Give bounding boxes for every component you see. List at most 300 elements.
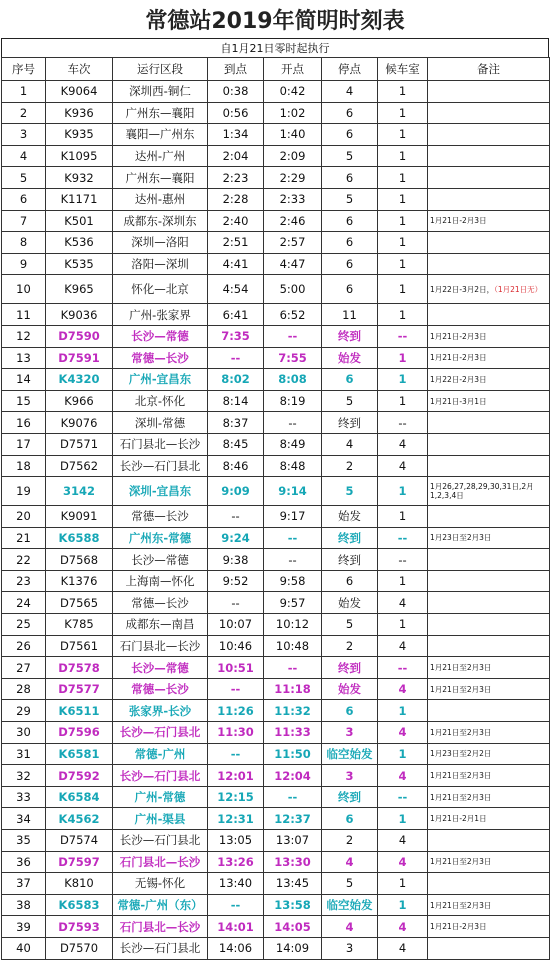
departure-time: -- (264, 325, 322, 347)
train-number: K1171 (46, 188, 113, 210)
departure-time: 6:52 (264, 304, 322, 326)
row-number: 5 (2, 167, 46, 189)
table-row (2, 851, 550, 873)
row-number: 38 (2, 894, 46, 916)
table-row (2, 678, 550, 700)
stop-duration: 2 (322, 455, 378, 477)
train-number: K4320 (46, 369, 113, 391)
waiting-room: 1 (378, 808, 428, 830)
waiting-room: 1 (378, 188, 428, 210)
waiting-room: 4 (378, 765, 428, 787)
train-number: 3142 (46, 477, 113, 506)
table-row (2, 369, 550, 391)
waiting-room: 1 (378, 167, 428, 189)
remark (428, 325, 550, 347)
route: 张家界-长沙 (113, 700, 208, 722)
arrival-time: 8:45 (208, 433, 264, 455)
remark (428, 477, 550, 506)
arrival-time: 14:06 (208, 937, 264, 959)
remark (428, 916, 550, 938)
remark (428, 124, 550, 146)
table-row (2, 253, 550, 275)
departure-time: 14:09 (264, 937, 322, 959)
row-number: 19 (2, 477, 46, 506)
train-number: D7574 (46, 830, 113, 852)
header-depart: 开点 (264, 58, 322, 81)
table-row (2, 210, 550, 232)
waiting-room: 1 (378, 102, 428, 124)
route: 长沙—石门县北 (113, 937, 208, 959)
remark (428, 743, 550, 765)
departure-time: 12:04 (264, 765, 322, 787)
table-row (2, 506, 550, 528)
table-row (2, 325, 550, 347)
waiting-room: 1 (378, 304, 428, 326)
waiting-room: 1 (378, 614, 428, 636)
remark (428, 873, 550, 895)
stop-duration: 6 (322, 808, 378, 830)
header-waiting-room: 候车室 (378, 58, 428, 81)
route: 长沙—石门县北 (113, 765, 208, 787)
table-row (2, 743, 550, 765)
remark (428, 210, 550, 232)
route: 广州-常德 (113, 786, 208, 808)
departure-time: 2:33 (264, 188, 322, 210)
stop-duration: 2 (322, 830, 378, 852)
remark (428, 657, 550, 679)
arrival-time: 8:14 (208, 390, 264, 412)
waiting-room: 4 (378, 433, 428, 455)
train-number: D7592 (46, 765, 113, 787)
waiting-room: 4 (378, 722, 428, 744)
departure-time: 8:48 (264, 455, 322, 477)
departure-time: 10:12 (264, 614, 322, 636)
table-row (2, 700, 550, 722)
waiting-room: -- (378, 325, 428, 347)
table-row (2, 592, 550, 614)
arrival-time: 2:28 (208, 188, 264, 210)
remark-text: 1月21日-2月3日 (430, 331, 487, 341)
stop-duration: 6 (322, 570, 378, 592)
table-row (2, 102, 550, 124)
table-row (2, 81, 550, 103)
departure-time: 9:14 (264, 477, 322, 506)
remark-text: 1月23日至2月3日 (430, 533, 492, 543)
departure-time: 13:30 (264, 851, 322, 873)
train-number: K936 (46, 102, 113, 124)
train-number: D7590 (46, 325, 113, 347)
row-number: 1 (2, 81, 46, 103)
waiting-room: 4 (378, 678, 428, 700)
arrival-time: 2:51 (208, 232, 264, 254)
route: 广州-张家界 (113, 304, 208, 326)
route: 石门县北—长沙 (113, 433, 208, 455)
route: 深圳西-铜仁 (113, 81, 208, 103)
stop-duration: 始发 (322, 678, 378, 700)
remark-text: 1月21日-2月1日 (430, 814, 487, 824)
remark (428, 412, 550, 434)
departure-time: 11:32 (264, 700, 322, 722)
remark (428, 722, 550, 744)
departure-time: 9:57 (264, 592, 322, 614)
row-number: 7 (2, 210, 46, 232)
remark (428, 506, 550, 528)
departure-time: 9:17 (264, 506, 322, 528)
timetable-sheet (1, 0, 549, 960)
remark (428, 102, 550, 124)
row-number: 15 (2, 390, 46, 412)
route: 无锡-怀化 (113, 873, 208, 895)
row-number: 10 (2, 275, 46, 304)
header-train: 车次 (46, 58, 113, 81)
table-row (2, 188, 550, 210)
waiting-room: 1 (378, 347, 428, 369)
table-row (2, 916, 550, 938)
waiting-room: 1 (378, 506, 428, 528)
stop-duration: 6 (322, 275, 378, 304)
row-number: 11 (2, 304, 46, 326)
route: 达州-惠州 (113, 188, 208, 210)
arrival-time: 0:38 (208, 81, 264, 103)
waiting-room: 1 (378, 81, 428, 103)
waiting-room: 1 (378, 700, 428, 722)
route: 广州-宜昌东 (113, 369, 208, 391)
stop-duration: 4 (322, 433, 378, 455)
stop-duration: 终到 (322, 657, 378, 679)
train-number: K9076 (46, 412, 113, 434)
departure-time: 10:48 (264, 635, 322, 657)
train-number: D7597 (46, 851, 113, 873)
row-number: 36 (2, 851, 46, 873)
stop-duration: 6 (322, 167, 378, 189)
departure-time: 11:50 (264, 743, 322, 765)
row-number: 23 (2, 570, 46, 592)
stop-duration: 5 (322, 873, 378, 895)
train-number: K6511 (46, 700, 113, 722)
train-number: K6583 (46, 894, 113, 916)
waiting-room: 1 (378, 873, 428, 895)
row-number: 22 (2, 549, 46, 571)
route: 常德—长沙 (113, 347, 208, 369)
stop-duration: 终到 (322, 549, 378, 571)
route: 成都东-深圳东 (113, 210, 208, 232)
stop-duration: 始发 (322, 506, 378, 528)
train-number: K935 (46, 124, 113, 146)
route: 广州-渠县 (113, 808, 208, 830)
remark-exception: （1月21日无） (494, 284, 543, 294)
arrival-time: -- (208, 743, 264, 765)
departure-time: 7:55 (264, 347, 322, 369)
stop-duration: 5 (322, 614, 378, 636)
stop-duration: 4 (322, 81, 378, 103)
row-number: 17 (2, 433, 46, 455)
stop-duration: 5 (322, 390, 378, 412)
row-number: 20 (2, 506, 46, 528)
remark (428, 167, 550, 189)
route: 深圳-常德 (113, 412, 208, 434)
departure-time: 2:46 (264, 210, 322, 232)
stop-duration: 6 (322, 124, 378, 146)
route: 深圳—洛阳 (113, 232, 208, 254)
table-row (2, 635, 550, 657)
waiting-room: 4 (378, 455, 428, 477)
row-number: 39 (2, 916, 46, 938)
remark (428, 830, 550, 852)
remark (428, 570, 550, 592)
departure-time: 2:29 (264, 167, 322, 189)
departure-time: 0:42 (264, 81, 322, 103)
train-number: D7591 (46, 347, 113, 369)
stop-duration: 5 (322, 477, 378, 506)
remark-text: 1月21日至2月3日 (430, 857, 492, 867)
waiting-room: 1 (378, 570, 428, 592)
remark (428, 894, 550, 916)
waiting-room: 4 (378, 635, 428, 657)
remark-text: 1月21日至2月3日 (430, 900, 492, 910)
row-number: 29 (2, 700, 46, 722)
remark (428, 81, 550, 103)
header-route: 运行区段 (113, 58, 208, 81)
stop-duration: 6 (322, 232, 378, 254)
route: 长沙—石门县北 (113, 830, 208, 852)
remark (428, 808, 550, 830)
remark (428, 390, 550, 412)
row-number: 32 (2, 765, 46, 787)
train-number: D7596 (46, 722, 113, 744)
waiting-room: 1 (378, 232, 428, 254)
remark-text: 1月21日至2月3日 (430, 771, 492, 781)
timetable-body (2, 81, 550, 960)
remark (428, 549, 550, 571)
arrival-time: 14:01 (208, 916, 264, 938)
departure-time: -- (264, 657, 322, 679)
departure-time: 14:05 (264, 916, 322, 938)
train-number: K501 (46, 210, 113, 232)
header-row (2, 58, 550, 81)
route: 深圳-宜昌东 (113, 477, 208, 506)
departure-time: 1:40 (264, 124, 322, 146)
arrival-time: 6:41 (208, 304, 264, 326)
remark (428, 275, 550, 304)
table-row (2, 894, 550, 916)
remark (428, 592, 550, 614)
remark (428, 765, 550, 787)
route: 达州-广州 (113, 145, 208, 167)
table-row (2, 786, 550, 808)
departure-time: 1:02 (264, 102, 322, 124)
row-number: 33 (2, 786, 46, 808)
train-number: K965 (46, 275, 113, 304)
table-row (2, 808, 550, 830)
table-row (2, 275, 550, 304)
table-row (2, 232, 550, 254)
row-number: 27 (2, 657, 46, 679)
arrival-time: 7:35 (208, 325, 264, 347)
arrival-time: 9:52 (208, 570, 264, 592)
remark (428, 145, 550, 167)
arrival-time: 8:37 (208, 412, 264, 434)
remark (428, 433, 550, 455)
arrival-time: 11:30 (208, 722, 264, 744)
stop-duration: 5 (322, 145, 378, 167)
stop-duration: 终到 (322, 325, 378, 347)
route: 常德—长沙 (113, 678, 208, 700)
route: 洛阳—深圳 (113, 253, 208, 275)
remark (428, 347, 550, 369)
arrival-time: 9:09 (208, 477, 264, 506)
remark-text: 1月21日-3月1日 (430, 396, 487, 406)
train-number: K536 (46, 232, 113, 254)
remark (428, 369, 550, 391)
waiting-room: 1 (378, 145, 428, 167)
stop-duration: 3 (322, 722, 378, 744)
row-number: 25 (2, 614, 46, 636)
remark-text: 1月26,27,28,29,30,31日,2月1,2,3,4日 (430, 482, 534, 501)
arrival-time: 9:38 (208, 549, 264, 571)
route: 长沙—石门县北 (113, 455, 208, 477)
waiting-room: 4 (378, 937, 428, 959)
route: 石门县北—长沙 (113, 635, 208, 657)
route: 广州东-常德 (113, 527, 208, 549)
departure-time: 4:47 (264, 253, 322, 275)
table-row (2, 937, 550, 959)
route: 石门县北—长沙 (113, 851, 208, 873)
arrival-time: 2:40 (208, 210, 264, 232)
waiting-room: 1 (378, 369, 428, 391)
stop-duration: 终到 (322, 527, 378, 549)
remark (428, 700, 550, 722)
departure-time: 11:33 (264, 722, 322, 744)
table-row (2, 722, 550, 744)
arrival-time: 12:31 (208, 808, 264, 830)
arrival-time: 4:54 (208, 275, 264, 304)
remark (428, 527, 550, 549)
route: 石门县北—长沙 (113, 916, 208, 938)
stop-duration: 终到 (322, 412, 378, 434)
route: 襄阳—广州东 (113, 124, 208, 146)
departure-time: 2:57 (264, 232, 322, 254)
table-row (2, 390, 550, 412)
waiting-room: 4 (378, 851, 428, 873)
arrival-time: 10:46 (208, 635, 264, 657)
row-number: 37 (2, 873, 46, 895)
row-number: 28 (2, 678, 46, 700)
remark-text: 1月22日-3月2日， (430, 284, 495, 294)
arrival-time: 13:26 (208, 851, 264, 873)
route: 长沙—石门县北 (113, 722, 208, 744)
table-row (2, 304, 550, 326)
arrival-time: 8:46 (208, 455, 264, 477)
train-number: K932 (46, 167, 113, 189)
arrival-time: 2:23 (208, 167, 264, 189)
stop-duration: 6 (322, 253, 378, 275)
departure-time: -- (264, 549, 322, 571)
train-number: D7565 (46, 592, 113, 614)
waiting-room: -- (378, 527, 428, 549)
train-number: K1376 (46, 570, 113, 592)
train-number: K4562 (46, 808, 113, 830)
departure-time: 8:49 (264, 433, 322, 455)
route: 常德-广州（东） (113, 894, 208, 916)
waiting-room: 1 (378, 210, 428, 232)
row-number: 24 (2, 592, 46, 614)
arrival-time: -- (208, 506, 264, 528)
train-number: K9064 (46, 81, 113, 103)
waiting-room: 1 (378, 275, 428, 304)
train-number: K810 (46, 873, 113, 895)
remark (428, 937, 550, 959)
row-number: 2 (2, 102, 46, 124)
route: 长沙—常德 (113, 549, 208, 571)
train-number: D7593 (46, 916, 113, 938)
remark-text: 1月21日至2月3日 (430, 792, 492, 802)
row-number: 14 (2, 369, 46, 391)
stop-duration: 始发 (322, 592, 378, 614)
waiting-room: 4 (378, 830, 428, 852)
stop-duration: 6 (322, 102, 378, 124)
train-number: D7568 (46, 549, 113, 571)
waiting-room: -- (378, 657, 428, 679)
remark-text: 1月21日-2月3日 (430, 353, 487, 363)
train-number: K6588 (46, 527, 113, 549)
waiting-room: -- (378, 412, 428, 434)
row-number: 21 (2, 527, 46, 549)
train-number: K6581 (46, 743, 113, 765)
header-remark: 备注 (428, 58, 550, 81)
train-number: D7562 (46, 455, 113, 477)
header-no: 序号 (2, 58, 46, 81)
departure-time: 13:07 (264, 830, 322, 852)
remark-text: 1月23日至2月2日 (430, 749, 492, 759)
stop-duration: 3 (322, 765, 378, 787)
waiting-room: 1 (378, 390, 428, 412)
route: 上海南—怀化 (113, 570, 208, 592)
departure-time: 11:18 (264, 678, 322, 700)
table-row (2, 657, 550, 679)
arrival-time: 9:24 (208, 527, 264, 549)
row-number: 26 (2, 635, 46, 657)
row-number: 34 (2, 808, 46, 830)
row-number: 16 (2, 412, 46, 434)
arrival-time: -- (208, 347, 264, 369)
departure-time: 8:19 (264, 390, 322, 412)
remark (428, 635, 550, 657)
waiting-room: 1 (378, 894, 428, 916)
arrival-time: 4:41 (208, 253, 264, 275)
arrival-time: 13:05 (208, 830, 264, 852)
route: 北京-怀化 (113, 390, 208, 412)
arrival-time: 10:07 (208, 614, 264, 636)
table-row (2, 124, 550, 146)
route: 常德—长沙 (113, 506, 208, 528)
train-number: K535 (46, 253, 113, 275)
header-arrive: 到点 (208, 58, 264, 81)
remark (428, 188, 550, 210)
row-number: 31 (2, 743, 46, 765)
route: 怀化—北京 (113, 275, 208, 304)
route: 长沙—常德 (113, 325, 208, 347)
remark (428, 614, 550, 636)
row-number: 30 (2, 722, 46, 744)
remark (428, 253, 550, 275)
departure-time: 13:58 (264, 894, 322, 916)
table-row (2, 830, 550, 852)
row-number: 4 (2, 145, 46, 167)
remark (428, 851, 550, 873)
row-number: 18 (2, 455, 46, 477)
remark (428, 304, 550, 326)
departure-time: -- (264, 412, 322, 434)
